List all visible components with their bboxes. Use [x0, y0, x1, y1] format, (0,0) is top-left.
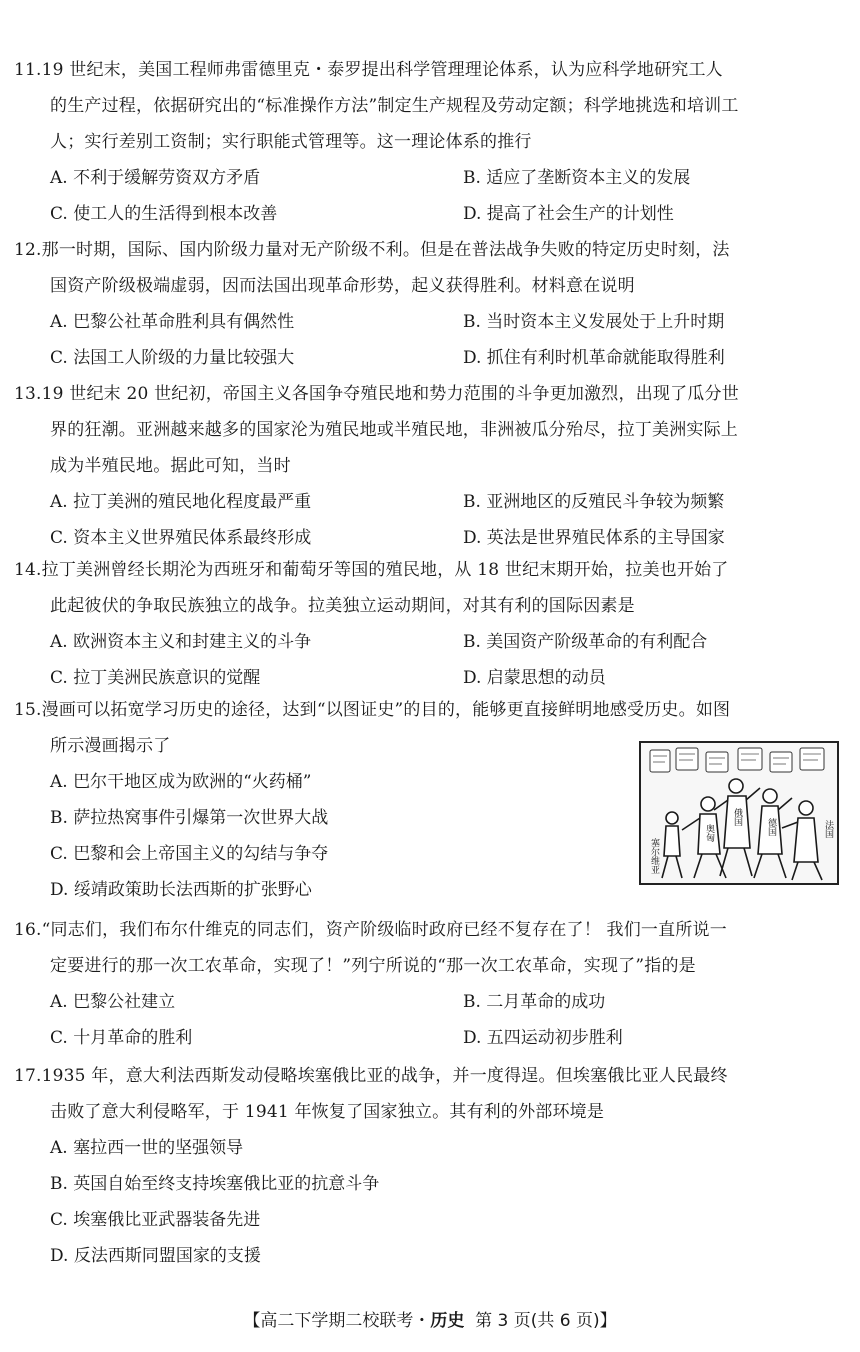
question-13-option-c[interactable]: C. 资本主义世界殖民体系最终形成	[50, 528, 312, 548]
question-12-option-a[interactable]: A. 巴黎公社革命胜利具有偶然性	[50, 312, 295, 332]
question-11-option-d[interactable]: D. 提高了社会生产的计划性	[462, 204, 674, 224]
question-15-line-1: 15.漫画可以拓宽学习历史的途径，达到“以图证史”的目的，能够更直接鲜明地感受历史。如图	[14, 700, 731, 720]
question-17-option-a[interactable]: A. 塞拉西一世的坚强领导	[50, 1138, 244, 1158]
question-16-option-a[interactable]: A. 巴黎公社建立	[50, 992, 176, 1012]
question-17-options	[14, 1130, 842, 1274]
question-12-option-d[interactable]: D. 抓住有利时机革命就能取得胜利	[462, 348, 725, 368]
question-14	[14, 552, 842, 696]
question-13	[14, 376, 842, 556]
question-13-option-a[interactable]: A. 拉丁美洲的殖民地化程度最严重	[50, 492, 312, 512]
question-11-options	[14, 160, 842, 232]
page-footer	[0, 1306, 860, 1336]
cartoon-label-serbia: 塞尔维亚	[649, 838, 659, 874]
question-16-option-d[interactable]: D. 五四运动初步胜利	[462, 1028, 623, 1048]
cartoon-label-germany: 德国	[766, 818, 776, 836]
question-16-line-1: 16.“同志们，我们布尔什维克的同志们，资产阶级临时政府已经不复存在了！ 我们一直所说一	[14, 920, 727, 940]
question-14-options	[14, 624, 842, 696]
cartoon-label-france: 法国	[823, 820, 833, 838]
question-12-options	[14, 304, 842, 376]
question-16-option-b[interactable]: B. 二月革命的成功	[462, 992, 606, 1012]
question-15-option-b[interactable]: B. 萨拉热窝事件引爆第一次世界大战	[50, 808, 329, 828]
cartoon-label-austria: 奥匈	[704, 824, 714, 842]
question-13-options	[14, 484, 842, 556]
question-13-line-1: 13.19 世纪末 20 世纪初，帝国主义各国争夺殖民地和势力范围的斗争更加激烈，出现了瓜分世	[14, 384, 739, 404]
question-17-line-1: 17.1935 年，意大利法西斯发动侵略埃塞俄比亚的战争，并一度得逞。但埃塞俄比亚人民最终	[14, 1066, 728, 1086]
question-16-option-c[interactable]: C. 十月革命的胜利	[50, 1028, 193, 1048]
question-12	[14, 232, 842, 376]
question-11-option-b[interactable]: B. 适应了垄断资本主义的发展	[462, 168, 691, 188]
question-17-option-b[interactable]: B. 英国自始至终支持埃塞俄比亚的抗意斗争	[50, 1174, 380, 1194]
question-16	[14, 912, 842, 1056]
question-16-options	[14, 984, 842, 1056]
question-14-line-1: 14.拉丁美洲曾经长期沦为西班牙和葡萄牙等国的殖民地，从 18 世纪末期开始，拉美也开始了	[14, 560, 729, 580]
footer-open-bracket: 【	[243, 1311, 261, 1331]
question-14-option-a[interactable]: A. 欧洲资本主义和封建主义的斗争	[50, 632, 312, 652]
question-15-option-d[interactable]: D. 绥靖政策助长法西斯的扩张野心	[50, 880, 312, 900]
question-13-option-d[interactable]: D. 英法是世界殖民体系的主导国家	[462, 528, 725, 548]
question-11	[14, 52, 842, 232]
footer-close-bracket: 】	[599, 1311, 617, 1331]
question-12-line-2: 国资产阶级极端虚弱，因而法国出现革命形势，起义获得胜利。材料意在说明	[50, 276, 635, 296]
question-17	[14, 1058, 842, 1274]
question-17-option-c[interactable]: C. 埃塞俄比亚武器装备先进	[50, 1210, 261, 1230]
question-13-line-3: 成为半殖民地。据此可知，当时	[50, 456, 291, 476]
question-13-line-2: 界的狂潮。亚洲越来越多的国家沦为殖民地或半殖民地，非洲被瓜分殆尽，拉丁美洲实际上	[50, 420, 738, 440]
question-15-cartoon	[636, 738, 842, 888]
question-11-option-a[interactable]: A. 不利于缓解劳资双方矛盾	[50, 168, 261, 188]
question-11-line-1: 11.19 世纪末，美国工程师弗雷德里克・泰罗提出科学管理理论体系，认为应科学地研究工人	[14, 60, 723, 80]
cartoon-label-russia: 俄国	[732, 808, 742, 826]
question-12-line-1: 12.那一时期，国际、国内阶级力量对无产阶级不利。但是在普法战争失败的特定历史时刻，法	[14, 240, 730, 260]
question-14-option-d[interactable]: D. 启蒙思想的动员	[462, 668, 606, 688]
question-15-option-c[interactable]: C. 巴黎和会上帝国主义的勾结与争夺	[50, 844, 329, 864]
footer-subject: 历史	[430, 1311, 465, 1331]
question-11-option-c[interactable]: C. 使工人的生活得到根本改善	[50, 204, 278, 224]
question-17-line-2: 击败了意大利侵略军，于 1941 年恢复了国家独立。其有利的外部环境是	[50, 1102, 605, 1122]
question-11-line-2: 的生产过程，依据研究出的“标准操作方法”制定生产规程及劳动定额；科学地挑选和培训工	[50, 96, 739, 116]
question-14-option-c[interactable]: C. 拉丁美洲民族意识的觉醒	[50, 668, 261, 688]
question-17-option-d[interactable]: D. 反法西斯同盟国家的支援	[50, 1246, 261, 1266]
question-11-line-3: 人；实行差别工资制；实行职能式管理等。这一理论体系的推行	[50, 132, 532, 152]
question-14-line-2: 此起彼伏的争取民族独立的战争。拉美独立运动期间，对其有利的国际因素是	[50, 596, 635, 616]
question-13-option-b[interactable]: B. 亚洲地区的反殖民斗争较为频繁	[462, 492, 725, 512]
footer-page-number: 第 3 页(共 6 页)	[475, 1311, 600, 1331]
question-15-line-2: 所示漫画揭示了	[50, 736, 171, 756]
footer-exam-name: 高二下学期二校联考・	[260, 1311, 431, 1331]
question-15-option-a[interactable]: A. 巴尔干地区成为欧洲的“火药桶”	[50, 772, 312, 792]
question-16-line-2: 定要进行的那一次工农革命，实现了！”列宁所说的“那一次工农革命，实现了”指的是	[50, 956, 696, 976]
question-12-option-c[interactable]: C. 法国工人阶级的力量比较强大	[50, 348, 295, 368]
question-12-option-b[interactable]: B. 当时资本主义发展处于上升时期	[462, 312, 725, 332]
question-14-option-b[interactable]: B. 美国资产阶级革命的有利配合	[462, 632, 708, 652]
